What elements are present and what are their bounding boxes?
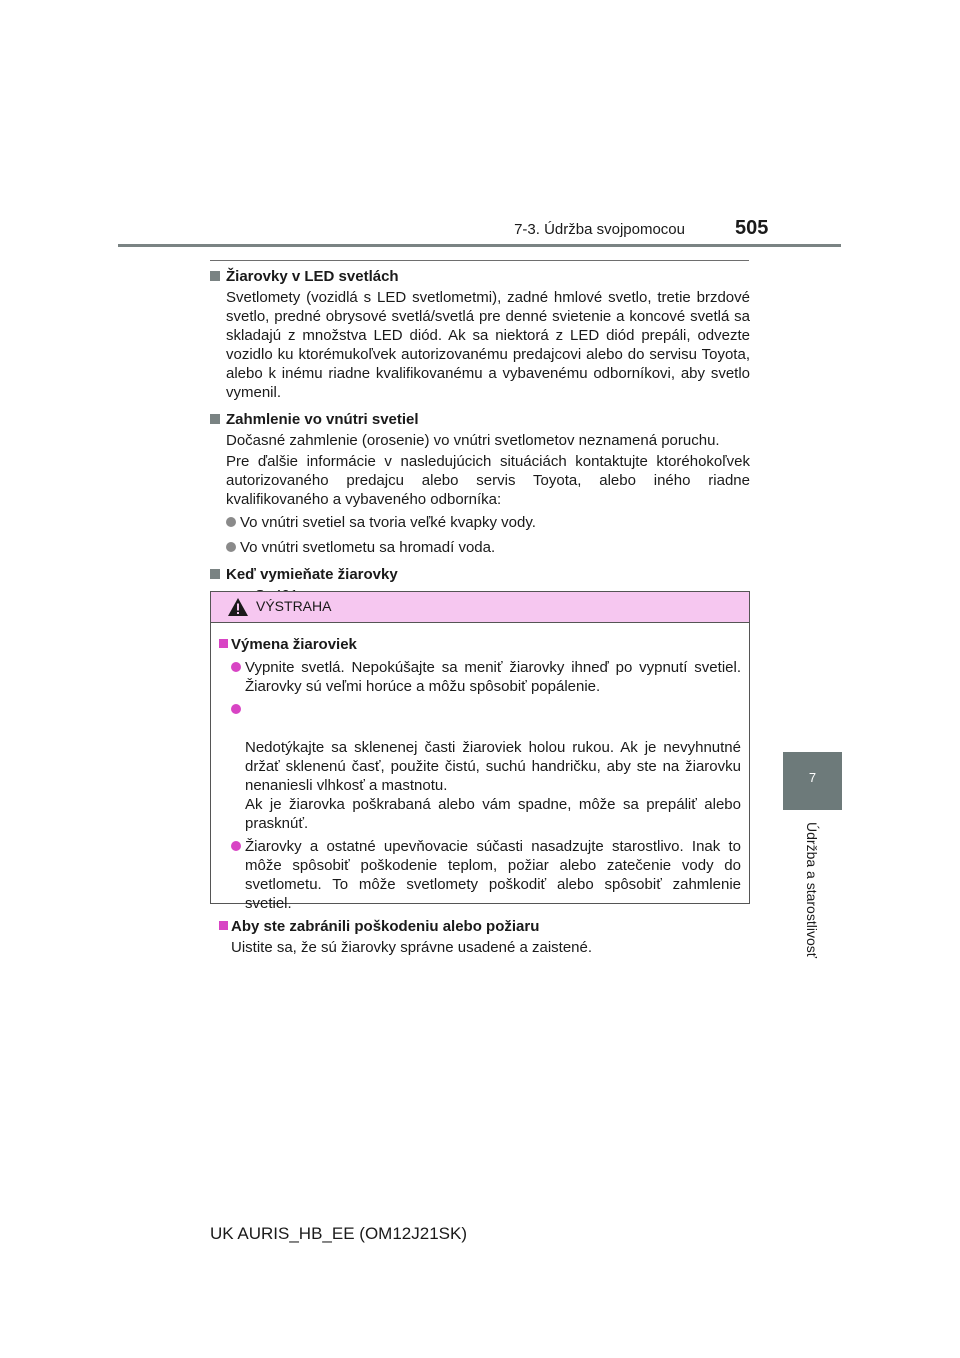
warning-heading-bulb: [219, 635, 741, 654]
heading-led: [210, 267, 750, 286]
list-item: [226, 538, 750, 557]
chapter-tab[interactable]: [783, 752, 842, 810]
circle-bullet-icon: [226, 517, 236, 527]
fog-paragraph-1: Dočasné zahmlenie (orosenie) vo vnútri svetlometov neznamená poruchu.: [226, 432, 720, 449]
warning-box: [210, 591, 750, 956]
chapter-label: Údržba a starostlivosť: [804, 822, 820, 958]
heading-led-text: Žiarovky v LED svetlách: [226, 268, 399, 285]
list-item: [226, 513, 750, 532]
main-content: [210, 265, 750, 605]
circle-bullet-icon: [226, 542, 236, 552]
square-bullet-icon: [210, 569, 220, 579]
heading-replace-text: Keď vymieňate žiarovky: [226, 566, 398, 583]
page-number: 505: [735, 217, 769, 239]
warning-item: [231, 837, 741, 913]
square-bullet-icon: [219, 921, 228, 930]
section-title: 7-3. Údržba svojpomocou: [514, 221, 685, 238]
fog-paragraph-2: Pre ďalšie informácie v nasledujúcich situáciách kontaktujte ktoréhokoľvek autorizovaného predajcu alebo servis Toyota, alebo iného riadne kvalifikovaného a vybaveného odborníka:: [226, 453, 750, 508]
heading-fog-text: Zahmlenie vo vnútri svetiel: [226, 411, 419, 428]
warning-heading-damage: [219, 917, 741, 936]
warning-paragraph: Uistite sa, že sú žiarovky správne usadené a zaistené.: [231, 939, 593, 956]
warning-header: [211, 592, 749, 623]
square-bullet-icon: [219, 639, 228, 648]
document-code: UK AURIS_HB_EE (OM12J21SK): [210, 1224, 467, 1243]
header-rule: [118, 244, 841, 247]
circle-bullet-icon: [231, 841, 241, 851]
warning-triangle-icon: [227, 597, 249, 617]
warning-heading-damage-text: Aby ste zabránili poškodeniu alebo požiaru: [231, 918, 540, 935]
warning-item-text: Žiarovky a ostatné upevňovacie súčasti nasadzujte starostlivo. Inak to môže spôsobiť poškodenie teplom, požiar alebo zatečenie vody do svetlometu. To môže svetlomety poškodiť alebo spôsobiť zahmlenie svetiel.: [245, 838, 741, 912]
heading-fog: [210, 410, 750, 429]
warning-heading-bulb-text: Výmena žiaroviek: [231, 636, 357, 653]
heading-replace: [210, 565, 750, 584]
circle-bullet-icon: [231, 662, 241, 672]
warning-title: VÝSTRAHA: [256, 598, 332, 614]
chapter-number: 7: [808, 770, 817, 785]
square-bullet-icon: [210, 271, 220, 281]
led-paragraph: Svetlomety (vozidlá s LED svetlometmi), zadné hmlové svetlo, tretie brzdové svetlo, predné obrysové svetlá/svetlá pre denné svietenie a koncové svetlá sa skladajú z množstva LED diód. Ak sa niektorá z LED diód prepáli, odvezte vozidlo ku ktorémukoľvek autorizovanému predajcovi alebo do servisu Toyota, alebo k inému riadne kvalifikovanému a vybavenému odborníkovi, aby svetlo vymenil.: [226, 289, 750, 401]
warning-item-text: Vypnite svetlá. Nepokúšajte sa meniť žiarovky ihneď po vypnutí svetiel. Žiarovky sú veľmi horúce a môžu spôsobiť popálenie.: [245, 659, 741, 695]
warning-body: [211, 623, 749, 957]
list-item-text: Vo vnútri svetlometu sa hromadí voda.: [240, 539, 496, 556]
warning-item: [231, 658, 741, 696]
warning-item: [231, 700, 741, 833]
warning-item-text: Nedotýkajte sa sklenenej časti žiaroviek holou rukou. Ak je nevyhnutné držať sklenenú časť, použite čistú, suchú handričku, aby ste na žiarovku nenaniesli vlhkosť a mastnotu. Ak je žiarovka poškrabaná alebo vám spadne, môže sa prepáliť alebo prasknúť.: [245, 739, 741, 832]
circle-bullet-icon: [231, 704, 241, 714]
content-rule: [210, 260, 749, 261]
square-bullet-icon: [210, 414, 220, 424]
list-item-text: Vo vnútri svetiel sa tvoria veľké kvapky vody.: [240, 514, 536, 531]
